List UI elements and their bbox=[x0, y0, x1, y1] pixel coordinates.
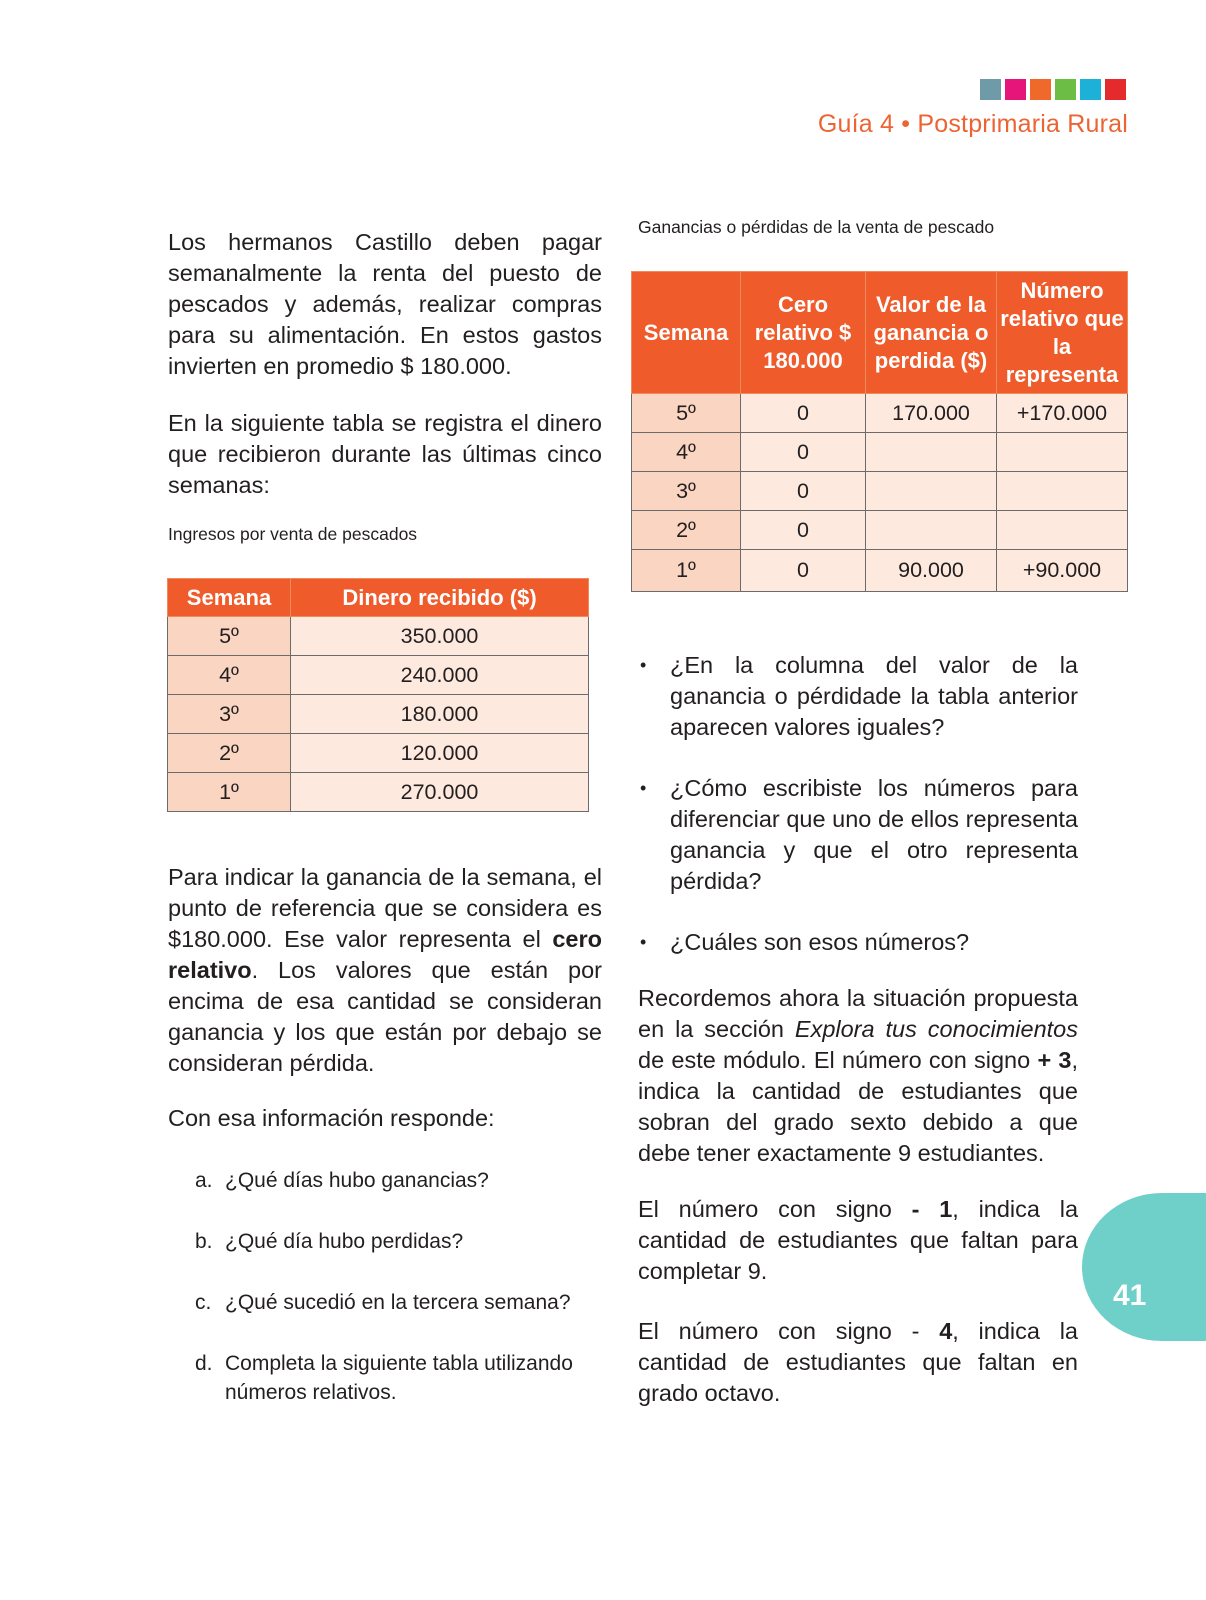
list-item: • ¿Cómo escribiste los números para diferenciar que uno de ellos representa ganancia y que el otro representa pérdida? bbox=[638, 773, 1078, 897]
week-cell: 4º bbox=[632, 433, 741, 472]
money-cell: 180.000 bbox=[291, 695, 589, 734]
table-row bbox=[168, 656, 589, 695]
week-cell: 5º bbox=[168, 617, 291, 656]
income-table-header: Dinero recibido ($) bbox=[291, 579, 589, 617]
gain-cell: 90.000 bbox=[866, 550, 997, 592]
zero-cell: 0 bbox=[741, 472, 866, 511]
bold-term: - 1 bbox=[911, 1196, 953, 1222]
color-square bbox=[1005, 79, 1026, 100]
question-list bbox=[195, 1166, 615, 1407]
list-item bbox=[195, 1288, 615, 1317]
guide-title: Guía 4 • Postprimaria Rural bbox=[817, 110, 1128, 138]
table-row bbox=[632, 511, 1128, 550]
zero-cell: 0 bbox=[741, 511, 866, 550]
text-run: , indica la cantidad de estudiantes que faltan para completar 9. bbox=[638, 1196, 1079, 1284]
gain-cell: 170.000 bbox=[866, 394, 997, 433]
gain-cell bbox=[866, 433, 997, 472]
table-row bbox=[632, 472, 1128, 511]
money-cell: 350.000 bbox=[291, 617, 589, 656]
list-item: • ¿Cuáles son esos números? bbox=[638, 927, 1078, 958]
relative-number-cell bbox=[997, 433, 1128, 472]
list-item: • ¿En la columna del valor de la ganancia o pérdidade la tabla anterior aparecen valores iguales? bbox=[638, 650, 1078, 743]
gain-table-header: Valor de la ganancia o perdida ($) bbox=[866, 272, 997, 394]
intro-paragraph: Los hermanos Castillo deben pagar semanalmente la renta del puesto de pescados y además, realizar compras para su alimentación. En estos gastos invierten en promedio $ 180.000. bbox=[168, 229, 602, 379]
recall-paragraph bbox=[638, 983, 1078, 1169]
italic-term: Explora tus conocimientos bbox=[794, 1016, 1078, 1042]
minus-one-paragraph bbox=[638, 1194, 1078, 1287]
week-cell: 3º bbox=[168, 695, 291, 734]
week-cell: 2º bbox=[168, 734, 291, 773]
text-run: Recordemos ahora la situación propuesta en la sección bbox=[638, 985, 1078, 1042]
relative-number-cell bbox=[997, 511, 1128, 550]
color-square bbox=[1080, 79, 1101, 100]
week-cell: 1º bbox=[168, 773, 291, 812]
table2-caption: Ganancias o pérdidas de la venta de pescado bbox=[638, 217, 995, 237]
zero-cell: 0 bbox=[741, 433, 866, 472]
bold-term: 4 bbox=[939, 1318, 953, 1344]
table-row bbox=[632, 394, 1128, 433]
gain-cell bbox=[866, 511, 997, 550]
week-cell: 1º bbox=[632, 550, 741, 592]
question-text: ¿Qué días hubo ganancias? bbox=[225, 1169, 489, 1192]
relative-number-cell: +170.000 bbox=[997, 394, 1128, 433]
gain-cell bbox=[866, 472, 997, 511]
question-text: Completa la siguiente tabla utilizando números relativos. bbox=[225, 1352, 573, 1404]
income-table bbox=[167, 578, 589, 812]
respond-prompt: Con esa información responde: bbox=[168, 1105, 495, 1131]
money-cell: 120.000 bbox=[291, 734, 589, 773]
list-item bbox=[195, 1349, 615, 1407]
color-square bbox=[1105, 79, 1126, 100]
week-cell: 4º bbox=[168, 656, 291, 695]
question-letter: a. bbox=[195, 1169, 213, 1192]
relative-number-cell bbox=[997, 472, 1128, 511]
zero-cell: 0 bbox=[741, 550, 866, 592]
table-row bbox=[632, 433, 1128, 472]
gain-table-header: Cero relativo $ 180.000 bbox=[741, 272, 866, 394]
table1-caption: Ingresos por venta de pescados bbox=[168, 524, 418, 544]
question-text: ¿Qué día hubo perdidas? bbox=[225, 1230, 464, 1253]
page-number: 41 bbox=[1113, 1279, 1147, 1312]
week-cell: 3º bbox=[632, 472, 741, 511]
question-letter: b. bbox=[195, 1230, 213, 1253]
color-square bbox=[1030, 79, 1051, 100]
list-item bbox=[195, 1227, 615, 1256]
bold-term: + 3 bbox=[1037, 1047, 1072, 1073]
text-run: El número con signo - bbox=[638, 1318, 940, 1344]
question-letter: d. bbox=[195, 1352, 213, 1375]
gain-table-header: Semana bbox=[632, 272, 741, 394]
table-intro-paragraph: En la siguiente tabla se registra el dinero que recibieron durante las últimas cinco semanas: bbox=[168, 410, 602, 498]
text-run: de este módulo. El número con signo bbox=[638, 1047, 1038, 1073]
week-cell: 2º bbox=[632, 511, 741, 550]
text-run: , indica la cantidad de estudiantes que sobran del grado sexto debido a que debe tener exactamente 9 estudiantes. bbox=[638, 1047, 1078, 1166]
money-cell: 270.000 bbox=[291, 773, 589, 812]
table-row bbox=[168, 617, 589, 656]
list-item bbox=[195, 1166, 615, 1195]
color-square bbox=[980, 79, 1001, 100]
color-square bbox=[1055, 79, 1076, 100]
week-cell: 5º bbox=[632, 394, 741, 433]
text-run: Para indicar la ganancia de la semana, el punto de referencia que se considera es $180.000. Ese valor representa el bbox=[168, 864, 602, 952]
page-number-tab bbox=[1082, 1193, 1206, 1341]
table-row bbox=[168, 773, 589, 812]
relative-zero-paragraph bbox=[168, 862, 602, 1079]
minus-four-paragraph bbox=[638, 1316, 1078, 1409]
bullet-list bbox=[638, 650, 1078, 958]
money-cell: 240.000 bbox=[291, 656, 589, 695]
color-squares bbox=[980, 79, 1126, 100]
gain-loss-table bbox=[631, 271, 1128, 592]
table-row bbox=[168, 695, 589, 734]
relative-number-cell: +90.000 bbox=[997, 550, 1128, 592]
gain-table-header: Número relativo que la representa bbox=[997, 272, 1128, 394]
text-run: . Los valores que están por encima de esa cantidad se consideran ganancia y los que están por debajo se consideran pérdida. bbox=[168, 957, 602, 1076]
income-table-header: Semana bbox=[168, 579, 291, 617]
bold-term: cero relativo bbox=[168, 926, 602, 983]
text-run: El número con signo bbox=[638, 1196, 912, 1222]
table-row bbox=[632, 550, 1128, 592]
question-text: ¿Qué sucedió en la tercera semana? bbox=[225, 1291, 571, 1314]
question-letter: c. bbox=[195, 1291, 212, 1314]
text-run: , indica la cantidad de estudiantes que faltan en grado octavo. bbox=[638, 1318, 1078, 1406]
table-row bbox=[168, 734, 589, 773]
zero-cell: 0 bbox=[741, 394, 866, 433]
